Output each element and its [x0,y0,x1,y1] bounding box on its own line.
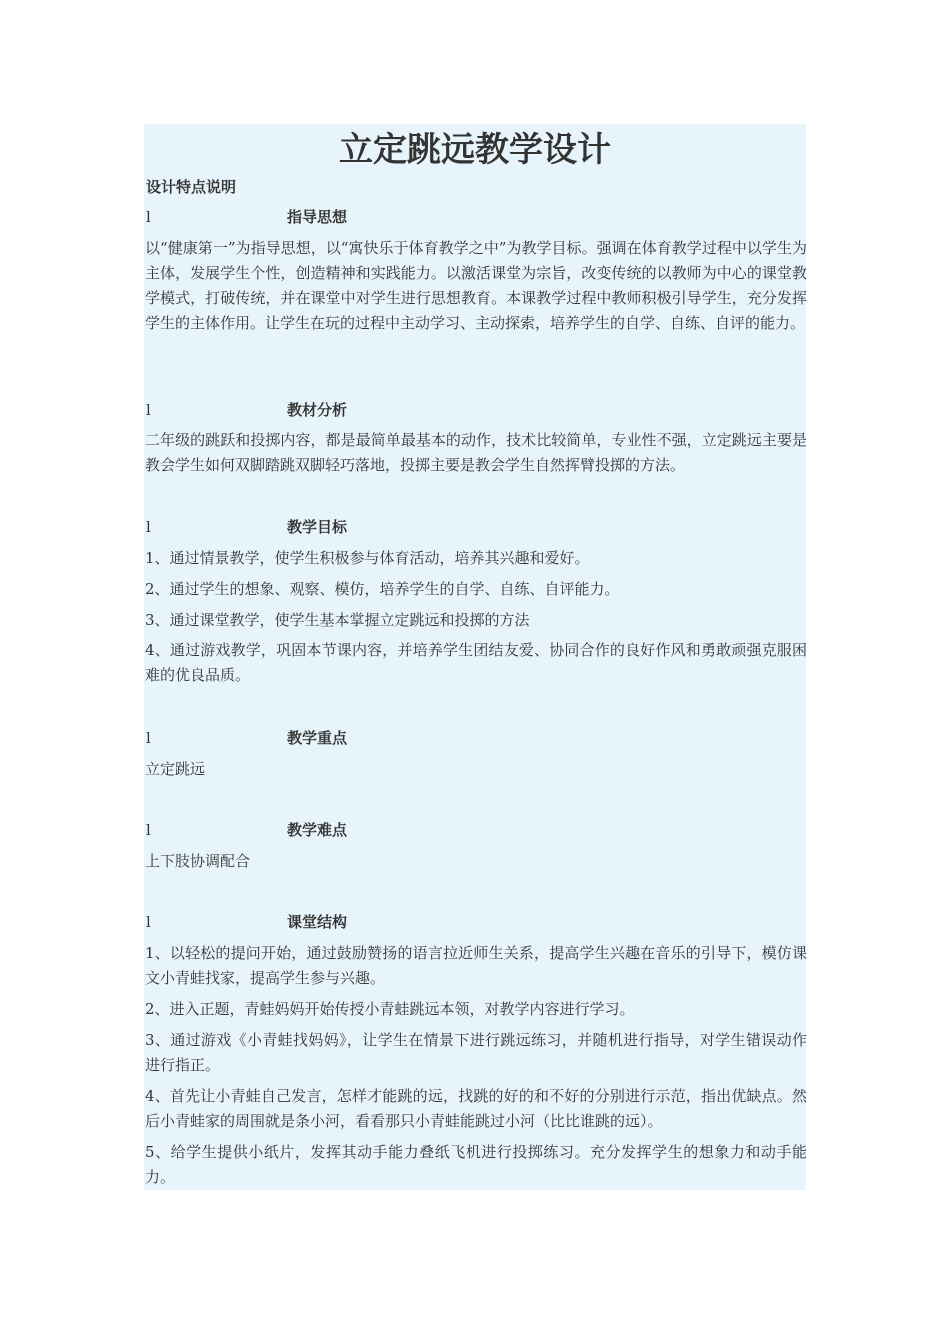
document-subtitle: 设计特点说明 [146,178,237,196]
list-item: 2、进入正题，青蛙妈妈开始传授小青蛙跳远本领，对教学内容进行学习。 [145,1000,635,1018]
paragraph: 立定跳远 [145,760,206,778]
section-heading-material-analysis [146,399,802,421]
section-title: 教学目标 [287,518,348,536]
section-heading-guiding-thought [146,206,802,228]
list-item: 3、通过课堂教学，使学生基本掌握立定跳远和投掷的方法 [145,611,530,629]
bullet-marker: l [146,518,151,536]
paragraph: 二年级的跳跃和投掷内容，都是最简单最基本的动作，技术比较简单，专业性不强，立定跳远主要是教会学生如何双脚踏跳双脚轻巧落地，投掷主要是教会学生自然挥臂投掷的方法。 [145,431,807,474]
section-title: 教学重点 [287,729,348,747]
bullet-marker: l [146,821,151,839]
section-title: 指导思想 [287,208,348,226]
paragraph: 上下肢协调配合 [145,852,251,870]
bullet-marker: l [146,208,151,226]
list-item: 4、通过游戏教学，巩固本节课内容，并培养学生团结友爱、协同合作的良好作风和勇敢顽强克服困难的优良品质。 [145,641,807,684]
paragraph: 以“健康第一”为指导思想，以“寓快乐于体育教学之中”为教学目标。强调在体育教学过程中以学生为主体，发展学生个性，创造精神和实践能力。以激活课堂为宗旨，改变传统的以教师为中心的课堂教学模式，打破传统，并在课堂中对学生进行思想教育。本课教学过程中教师积极引导学生，充分发挥学生的主体作用。让学生在玩的过程中主动学习、主动探索，培养学生的自学、自练、自评的能力。 [145,239,807,332]
section-heading-teaching-difficulty [146,819,802,841]
section-title: 课堂结构 [287,913,348,931]
section-heading-teaching-focus [146,727,802,749]
list-item: 1、通过情景教学，使学生积极参与体育活动，培养其兴趣和爱好。 [145,549,590,567]
list-item: 2、通过学生的想象、观察、模仿，培养学生的自学、自练、自评能力。 [145,580,620,598]
bullet-marker: l [146,913,151,931]
bullet-marker: l [146,729,151,747]
section-heading-teaching-goals [146,516,802,538]
list-item: 1、以轻松的提问开始，通过鼓励赞扬的语言拉近师生关系，提高学生兴趣在音乐的引导下，模仿课文小青蛙找家，提高学生参与兴趣。 [145,944,807,987]
section-title: 教材分析 [287,401,348,419]
list-item: 4、首先让小青蛙自己发言，怎样才能跳的远，找跳的好的和不好的分别进行示范，指出优缺点。然后小青蛙家的周围就是条小河，看看那只小青蛙能跳过小河（比比谁跳的远）。 [145,1087,807,1130]
section-title: 教学难点 [287,821,348,839]
list-item: 5、给学生提供小纸片，发挥其动手能力叠纸飞机进行投掷练习。充分发挥学生的想象力和动手能力。 [145,1143,807,1186]
bullet-marker: l [146,401,151,419]
list-item: 3、通过游戏《小青蛙找妈妈》，让学生在情景下进行跳远练习，并随机进行指导，对学生错误动作进行指正。 [145,1031,807,1074]
document-title: 立定跳远教学设计 [339,130,611,170]
section-heading-class-structure [146,911,802,933]
